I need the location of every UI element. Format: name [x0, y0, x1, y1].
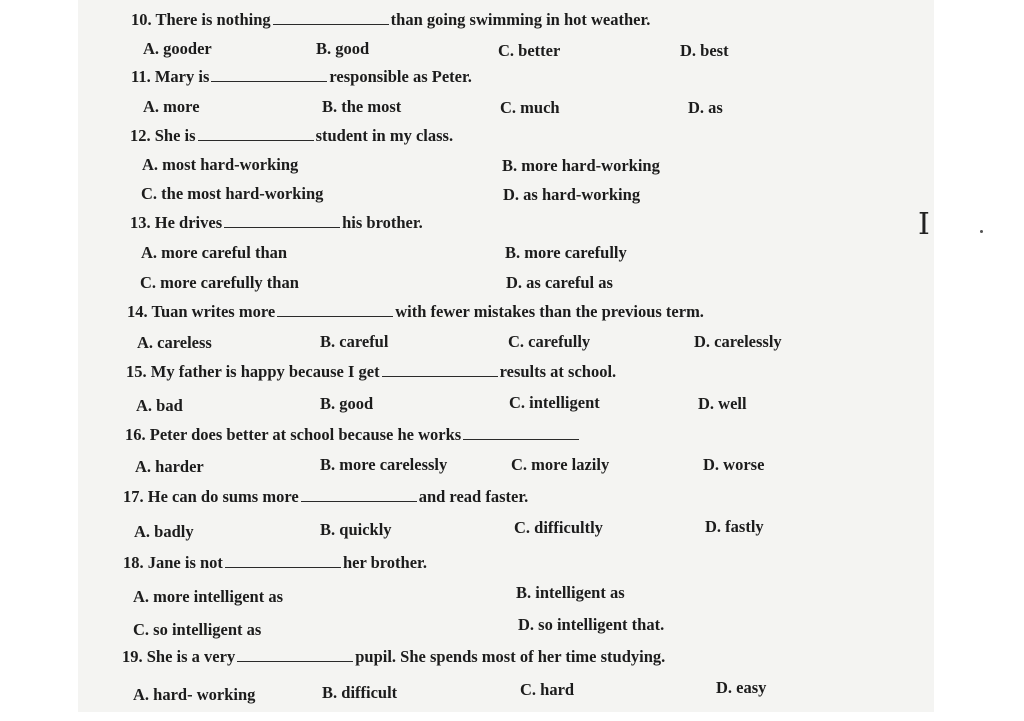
answer-option: [135, 457, 204, 477]
option-letter: A.: [143, 39, 160, 58]
answer-blank: [277, 304, 393, 317]
answer-option: [520, 680, 574, 700]
answer-option: [133, 587, 283, 607]
answer-option: [143, 97, 200, 117]
option-text: hard- working: [153, 685, 256, 704]
option-letter: B.: [320, 520, 336, 539]
option-letter: B.: [322, 683, 338, 702]
question-text-before: 15. My father is happy because I get: [126, 362, 380, 381]
option-letter: B.: [322, 97, 338, 116]
option-text: more lazily: [531, 455, 610, 474]
option-letter: C.: [500, 98, 517, 117]
option-text: easy: [736, 678, 767, 697]
option-letter: D.: [503, 185, 520, 204]
answer-option: [514, 518, 603, 538]
option-letter: C.: [508, 332, 525, 351]
option-letter: A.: [134, 522, 151, 541]
question-stem: [122, 647, 665, 667]
option-letter: D.: [703, 455, 720, 474]
option-letter: C.: [514, 518, 531, 537]
question-stem: [130, 126, 453, 146]
option-letter: B.: [320, 332, 336, 351]
option-text: badly: [154, 522, 194, 541]
answer-blank: [463, 427, 579, 440]
answer-option: [320, 394, 373, 414]
option-letter: C.: [520, 680, 537, 699]
answer-blank: [211, 69, 327, 82]
question-text-after: results at school.: [499, 362, 617, 381]
option-text: intelligent: [529, 393, 600, 412]
option-text: good: [335, 39, 370, 58]
option-letter: B.: [320, 394, 336, 413]
option-text: gooder: [163, 39, 212, 58]
option-text: as careful as: [526, 273, 613, 292]
option-letter: D.: [680, 41, 697, 60]
answer-option: [508, 332, 590, 352]
question-text-after: student in my class.: [315, 126, 454, 145]
answer-option: [688, 98, 723, 118]
answer-option: [320, 455, 447, 475]
option-letter: B.: [502, 156, 518, 175]
question-stem: [131, 10, 650, 30]
option-text: much: [520, 98, 560, 117]
option-text: difficultly: [534, 518, 603, 537]
option-letter: B.: [320, 455, 336, 474]
option-letter: C.: [140, 273, 157, 292]
question-stem: [131, 67, 472, 87]
option-letter: B.: [505, 243, 521, 262]
answer-option: [137, 333, 212, 353]
answer-option: [141, 184, 323, 204]
answer-option: [503, 185, 640, 205]
question-stem: [125, 425, 581, 445]
option-text: worse: [723, 455, 765, 474]
answer-option: [516, 583, 625, 603]
answer-option: [320, 332, 388, 352]
question-text-before: 12. She is: [130, 126, 196, 145]
option-letter: B.: [516, 583, 532, 602]
question-text-after: her brother.: [342, 553, 427, 572]
option-text: well: [718, 394, 747, 413]
option-letter: A.: [137, 333, 154, 352]
question-stem: [123, 553, 427, 573]
question-stem: [126, 362, 616, 382]
answer-blank: [225, 555, 341, 568]
option-letter: A.: [142, 155, 159, 174]
question-text-after: than going swimming in hot weather.: [390, 10, 651, 29]
question-text-before: 19. She is a very: [122, 647, 236, 666]
answer-option: [705, 517, 764, 537]
option-letter: A.: [143, 97, 160, 116]
option-text: carelessly: [714, 332, 782, 351]
option-letter: A.: [135, 457, 152, 476]
answer-option: [509, 393, 600, 413]
option-text: more carefully than: [160, 273, 299, 292]
option-text: good: [339, 394, 374, 413]
option-letter: C.: [133, 620, 150, 639]
option-text: more careful than: [161, 243, 288, 262]
option-text: bad: [156, 396, 183, 415]
answer-option: [505, 243, 627, 263]
answer-option: [136, 396, 183, 416]
option-text: so intelligent as: [153, 620, 262, 639]
option-letter: C.: [511, 455, 528, 474]
option-letter: A.: [136, 396, 153, 415]
option-text: as hard-working: [523, 185, 641, 204]
option-text: best: [700, 41, 729, 60]
question-text-after: and read faster.: [418, 487, 529, 506]
answer-blank: [301, 489, 417, 502]
option-text: the most hard-working: [161, 184, 324, 203]
question-text-before: 10. There is nothing: [131, 10, 271, 29]
option-text: more carelessly: [339, 455, 448, 474]
answer-option: [134, 522, 194, 542]
option-letter: A.: [141, 243, 158, 262]
option-letter: D.: [716, 678, 733, 697]
answer-option: [716, 678, 766, 698]
option-letter: D.: [705, 517, 722, 536]
option-text: the most: [341, 97, 402, 116]
question-text-before: 17. He can do sums more: [123, 487, 299, 506]
question-text-before: 18. Jane is not: [123, 553, 223, 572]
option-text: so intelligent that.: [538, 615, 665, 634]
question-stem: [127, 302, 704, 322]
question-text-after: pupil. She spends most of her time studying.: [355, 647, 666, 666]
question-text-before: 13. He drives: [130, 213, 223, 232]
option-text: more intelligent as: [153, 587, 284, 606]
answer-option: [694, 332, 782, 352]
option-letter: C.: [498, 41, 515, 60]
question-text-after: responsible as Peter.: [329, 67, 472, 86]
option-letter: C.: [509, 393, 526, 412]
option-text: intelligent as: [535, 583, 625, 602]
question-text-after: his brother.: [342, 213, 423, 232]
answer-option: [498, 41, 560, 61]
option-text: careless: [157, 333, 212, 352]
answer-option: [703, 455, 764, 475]
option-letter: D.: [518, 615, 535, 634]
option-text: carefully: [528, 332, 591, 351]
answer-blank: [224, 215, 340, 228]
answer-option: [680, 41, 729, 61]
answer-blank: [382, 364, 498, 377]
question-text-after: with fewer mistakes than the previous term.: [395, 302, 704, 321]
answer-option: [511, 455, 609, 475]
option-text: better: [518, 41, 561, 60]
option-text: careful: [339, 332, 389, 351]
answer-option: [518, 615, 664, 635]
option-text: harder: [155, 457, 204, 476]
option-text: more: [163, 97, 200, 116]
answer-blank: [273, 12, 389, 25]
option-letter: A.: [133, 685, 150, 704]
option-letter: B.: [316, 39, 332, 58]
option-letter: D.: [698, 394, 715, 413]
option-text: more carefully: [524, 243, 627, 262]
option-letter: D.: [506, 273, 523, 292]
answer-blank: [198, 128, 314, 141]
option-text: more hard-working: [521, 156, 660, 175]
answer-option: [502, 156, 660, 176]
option-text: as: [708, 98, 723, 117]
answer-blank: [237, 649, 353, 662]
option-text: quickly: [339, 520, 392, 539]
answer-option: [322, 97, 401, 117]
answer-option: [133, 685, 255, 705]
question-stem: [130, 213, 423, 233]
answer-option: [500, 98, 560, 118]
option-letter: D.: [694, 332, 711, 351]
option-text: difficult: [341, 683, 398, 702]
option-text: most hard-working: [162, 155, 299, 174]
answer-option: [316, 39, 369, 59]
question-text-before: 11. Mary is: [131, 67, 210, 86]
answer-option: [320, 520, 392, 540]
option-text: fastly: [725, 517, 764, 536]
answer-option: [133, 620, 261, 640]
answer-option: [322, 683, 397, 703]
answer-option: [698, 394, 747, 414]
option-letter: A.: [133, 587, 150, 606]
option-letter: D.: [688, 98, 705, 117]
answer-option: [141, 243, 287, 263]
answer-option: [143, 39, 212, 59]
question-text-before: 16. Peter does better at school because he works: [125, 425, 462, 444]
option-letter: C.: [141, 184, 158, 203]
answer-option: [506, 273, 613, 293]
question-stem: [123, 487, 528, 507]
option-text: hard: [540, 680, 575, 699]
answer-option: [142, 155, 298, 175]
answer-option: [140, 273, 299, 293]
text-cursor-icon: I: [918, 207, 930, 242]
question-text-before: 14. Tuan writes more: [127, 302, 276, 321]
